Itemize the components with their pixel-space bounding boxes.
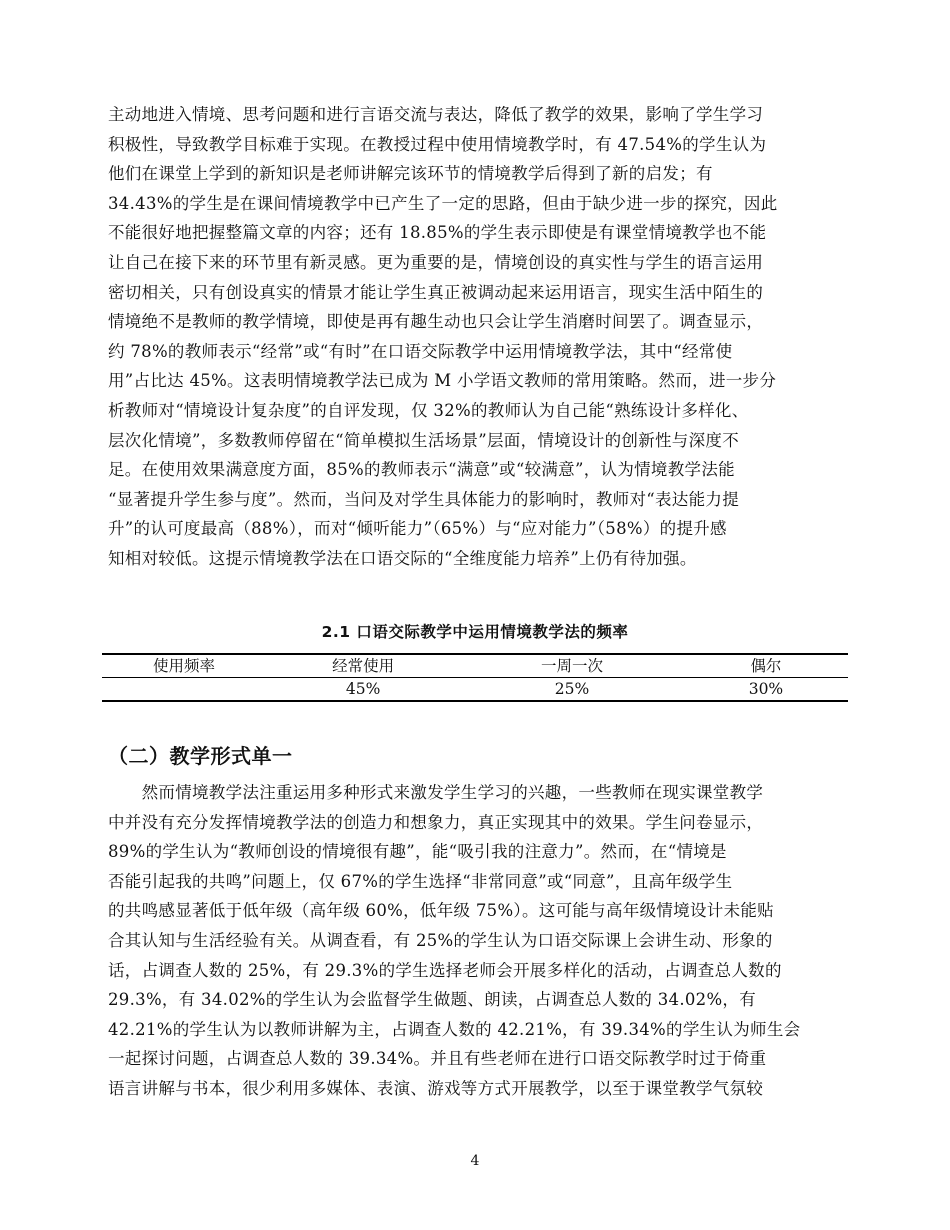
table-cell: 45% — [345, 680, 381, 698]
table-cell — [102, 678, 266, 702]
table-header-cell: 使用频率 — [153, 657, 216, 675]
text-line: 一起探讨问题，占调查总人数的 39.34%。并且有些老师在进行口语交际教学时过于倚重 — [108, 1049, 767, 1069]
text-line: 的共鸣感显著低于低年级（高年级 60%，低年级 75%）。这可能与高年级情境设计未能贴 — [108, 901, 774, 921]
body-paragraph-1 — [108, 100, 848, 574]
text-line: 升”的认可度最高（88%），而对“倾听能力”（65%）与“应对能力”（58%）的提升感 — [108, 519, 727, 539]
body-paragraph-2 — [108, 778, 848, 1104]
section-heading: （二）教学形式单一 — [108, 744, 293, 768]
text-line: 合其认知与生活经验有关。从调查看，有 25%的学生认为口语交际课上会讲生动、形象的 — [108, 930, 773, 950]
text-line: 29.3%，有 34.02%的学生认为会监督学生做题、朗读，占调查总人数的 34.02%，有 — [108, 990, 757, 1010]
text-line: 析教师对“情境设计复杂度”的自评发现，仅 32%的教师认为自己能“熟练设计多样化、 — [108, 400, 749, 420]
table-header-cell: 偶尔 — [750, 657, 782, 675]
text-line: 否能引起我的共鸣”问题上，仅 67%的学生选择“非常同意”或“同意”，且高年级学生 — [108, 871, 733, 891]
text-line: 情境绝不是教师的教学情境，即使是再有趣生动也只会让学生消磨时间罢了。调查显示， — [108, 312, 764, 332]
text-line: 积极性，导致教学目标难于实现。在教授过程中使用情境教学时，有 47.54%的学生认为 — [108, 134, 767, 154]
text-line: 34.43%的学生是在课间情境教学中已产生了一定的思路，但由于缺少进一步的探究，因此 — [108, 193, 778, 213]
text-line: 42.21%的学生认为以教师讲解为主，占调查人数的 42.21%，有 39.34%的学生认为师生会 — [108, 1019, 801, 1039]
table-cell: 30% — [748, 680, 784, 698]
text-line: 让自己在接下来的环节里有新灵感。更为重要的是，情境创设的真实性与学生的语言运用 — [108, 252, 764, 272]
frequency-table — [102, 653, 848, 702]
text-line: 约 78%的教师表示“经常”或“有时”在口语交际教学中运用情境教学法，其中“经常使 — [108, 341, 733, 361]
text-line: 语言讲解与书本，很少利用多媒体、表演、游戏等方式开展教学，以至于课堂教学气氛较 — [108, 1078, 764, 1098]
table-header-cell: 经常使用 — [332, 657, 395, 675]
text-line: 然而情境教学法注重运用多种形式来激发学生学习的兴趣，一些教师在现实课堂教学 — [108, 783, 764, 802]
table-header-cell: 一周一次 — [540, 657, 603, 675]
text-line: 话，占调查人数的 25%，有 29.3%的学生选择老师会开展多样化的活动，占调查总人数的 — [108, 960, 782, 980]
text-line: 知相对较低。这提示情境教学法在口语交际的“全维度能力培养”上仍有待加强。 — [108, 548, 697, 568]
text-line: “显著提升学生参与度”。然而，当问及对学生具体能力的影响时，教师对“表达能力提 — [108, 489, 740, 509]
table-caption: 2.1 口语交际教学中运用情境教学法的频率 — [321, 623, 629, 641]
text-line: 不能很好地把握整篇文章的内容；还有 18.85%的学生表示即使是有课堂情境教学也不能 — [108, 223, 767, 243]
text-line: 用”占比达 45%。这表明情境教学法已成为 M 小学语文教师的常用策略。然而，进一步分 — [108, 371, 777, 391]
text-line: 主动地进入情境、思考问题和进行言语交流与表达，降低了教学的效果，影响了学生学习 — [108, 105, 764, 124]
text-line: 他们在课堂上学到的新知识是老师讲解完该环节的情境教学后得到了新的启发；有 — [108, 164, 713, 184]
table-row — [102, 678, 848, 702]
table-cell: 25% — [554, 680, 590, 698]
text-line: 密切相关，只有创设真实的情景才能让学生真正被调动起来运用语言，现实生活中陌生的 — [108, 282, 764, 302]
text-line: 足。在使用效果满意度方面，85%的教师表示“满意”或“较满意”，认为情境教学法能 — [108, 460, 735, 480]
table-header-row — [102, 654, 848, 678]
text-line: 中并没有充分发挥情境教学法的创造力和想象力，真正实现其中的效果。学生问卷显示， — [108, 812, 764, 832]
text-line: 层次化情境”，多数教师停留在“简单模拟生活场景”层面，情境设计的创新性与深度不 — [108, 430, 740, 450]
page-number: 4 — [470, 1153, 480, 1169]
text-line: 89%的学生认为“教师创设的情境很有趣”，能“吸引我的注意力”。然而，在“情境是 — [108, 842, 727, 862]
